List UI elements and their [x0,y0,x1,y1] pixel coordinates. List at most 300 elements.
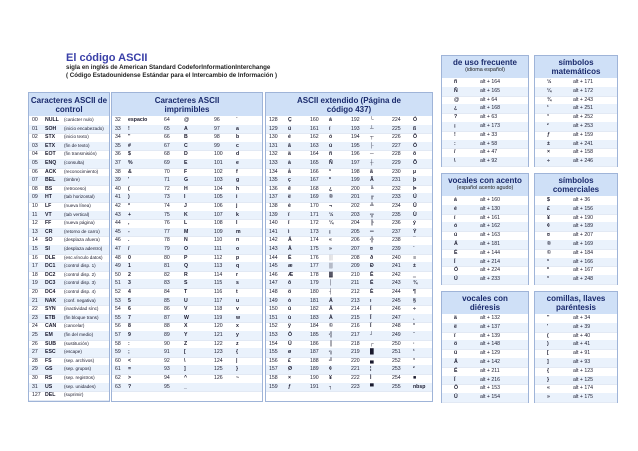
dieresis-char: Ö [454,385,459,392]
control-abbr: CR [45,228,53,235]
printable-char: L [184,220,188,227]
control-code: 06 [32,168,38,175]
dieresis-vowels-header [442,292,528,314]
printable-code: 78 [164,237,170,244]
extended-char: § [413,297,416,304]
control-characters-title: Caracteres ASCII de control [30,96,108,114]
extended-code: 190 [310,375,319,381]
math-alt-code: alt + 253 [573,123,594,129]
extended-code: 140 [269,220,278,227]
control-desc: (sep. grupos) [64,366,92,372]
control-desc: (conf. negativa) [64,297,96,303]
extended-char: ═ [370,228,374,235]
printable-code: 115 [214,280,223,287]
printable-code: 92 [164,357,170,364]
extended-char: ┼ [370,160,374,166]
printable-char: 5 [128,297,131,304]
extended-char: ≡ [413,254,417,261]
quotes-char: " [547,315,550,321]
extended-char: â [288,142,291,149]
printable-char: Q [184,263,189,270]
extended-char: È [370,289,374,295]
frequent-char: \ [454,158,456,165]
control-abbr: ETB [45,314,56,321]
printable-char: e [236,160,239,166]
commercial-alt-code: alt + 166 [573,258,594,265]
printable-char: j [236,203,238,209]
control-code: 17 [32,263,38,270]
frequent-row [442,157,528,167]
extended-code: 241 [392,263,401,270]
printable-char: + [128,211,132,218]
extended-char: ¸ [413,314,415,321]
math-char: × [547,149,551,156]
extended-code: 171 [310,211,319,218]
control-desc: (tab horizontal) [64,194,95,200]
printable-code: 89 [164,332,170,338]
extended-char: ä [288,151,291,158]
extended-code: 130 [269,134,278,141]
extended-code: 250 [392,340,401,347]
printable-char: | [236,357,238,364]
extended-char: ¿ [329,185,333,192]
extended-char: ╠ [370,220,374,227]
extended-code: 196 [351,151,360,158]
printable-char: ' [128,177,130,184]
accents-alt-code: alt + 163 [480,232,501,239]
frequent-alt-code: alt + 173 [480,123,501,129]
printable-code: 123 [214,349,223,356]
printable-char: : [128,340,130,347]
frequent-use-note: (idioma español) [465,67,505,73]
quotes-char: ) [547,341,549,348]
printable-char: . [128,237,130,244]
extended-char: Ç [288,117,292,123]
math-symbols-header [535,56,617,78]
extended-char: ¦ [370,366,372,373]
printable-char: U [184,297,188,304]
printable-char: p [236,254,240,261]
control-abbr: SUB [45,340,56,347]
quotes-char: } [547,376,550,383]
extended-code: 144 [269,254,278,261]
accents-alt-code: alt + 160 [480,197,501,203]
extended-char: ç [288,177,291,184]
printable-code: 60 [115,357,121,364]
accents-alt-code: alt + 144 [480,249,501,256]
printable-code: 49 [115,263,121,270]
control-abbr: SYN [45,306,56,313]
quotes-brackets-title: comillas, llaves paréntesis [546,294,606,312]
printable-code: 54 [115,306,121,313]
printable-code: 104 [214,185,223,192]
commercial-symbols-header [535,174,617,196]
extended-char: └ [370,117,374,123]
control-abbr: BS [45,185,53,192]
quotes-char: « [547,385,550,392]
extended-code: 218 [351,340,360,347]
extended-code: 199 [351,177,360,184]
printable-char: x [236,323,239,330]
extended-code: 143 [269,246,278,252]
dieresis-alt-code: alt + 132 [480,315,501,321]
extended-char: Ë [370,280,374,287]
control-desc: (retroceso) [64,185,87,191]
printable-char: \ [184,357,186,364]
printable-code: 101 [214,160,223,166]
extended-char: í [329,125,331,132]
extended-char: Â [329,306,333,313]
extended-char: ƒ [288,383,291,390]
extended-code: 148 [269,289,278,295]
commercial-symbols-title: símbolos comerciales [552,176,600,194]
control-abbr: ESC [45,349,56,356]
printable-code: 85 [164,297,170,304]
control-desc: (cancelar) [64,323,85,329]
printable-char: b [236,134,240,141]
control-abbr: STX [45,134,56,141]
extended-char: ë [288,194,291,201]
extended-char: ü [288,125,292,132]
printable-code: 91 [164,349,170,356]
control-abbr: VT [45,211,52,218]
extended-code: 191 [310,383,319,390]
extended-char: ╣ [329,332,333,338]
extended-code: 211 [351,280,360,287]
extended-code: 239 [392,246,401,252]
printable-char: " [128,134,131,141]
extended-char: Ö [288,332,293,338]
quotes-char: [ [547,350,549,357]
extended-char: Ý [413,228,417,235]
printable-code: 41 [115,194,121,201]
commercial-char: $ [547,197,550,203]
control-code: 24 [32,323,38,330]
frequent-alt-code: alt + 47 [480,149,498,156]
extended-code: 139 [269,211,278,218]
dieresis-alt-code: alt + 142 [480,359,501,365]
printable-char: > [128,375,132,381]
printable-code: 120 [214,323,223,330]
printable-char: k [236,211,239,218]
extended-code: 224 [392,117,401,123]
control-desc: (control disp. 4) [64,289,96,294]
quotes-alt-code: alt + 123 [573,367,594,374]
printable-char: ; [128,349,130,356]
printable-char: 6 [128,306,131,313]
extended-char: É [288,254,292,261]
extended-code: 147 [269,280,278,287]
control-code: 04 [32,151,38,158]
quotes-alt-code: alt + 41 [573,341,591,348]
extended-char: Ä [288,237,292,244]
printable-char: h [236,185,240,192]
printable-char: M [184,228,189,235]
extended-char: º [329,177,331,184]
extended-code: 243 [392,280,401,287]
printable-char: 2 [128,271,131,278]
control-code: 02 [32,134,38,141]
extended-char: ó [329,134,333,141]
extended-char: ± [413,263,416,270]
extended-char: æ [288,263,293,270]
page-subtitle-english: sigla en inglés de American Standard CodeforInformationInterchange [66,64,271,71]
printable-code: 81 [164,263,170,270]
extended-code: 176 [310,254,319,261]
dieresis-vowels-panel [441,291,529,403]
extended-code: 149 [269,297,278,304]
printable-code: 47 [115,246,121,252]
control-abbr: CAN [45,323,57,330]
printable-code: 110 [214,237,223,244]
control-desc: (carácter nulo) [64,117,94,122]
extended-char: ½ [329,211,334,218]
math-row [535,157,617,167]
extended-char: à [288,160,291,166]
extended-char: ï [288,211,290,218]
extended-code: 216 [351,323,360,330]
printable-code: 116 [214,289,223,295]
printable-code: 86 [164,306,170,313]
accented-vowels-note: (español acento agudo) [456,185,514,191]
printable-char: B [184,134,188,141]
extended-code: 251 [392,349,401,356]
math-alt-code: alt + 172 [573,87,594,94]
control-code: 27 [32,349,38,356]
extended-code: 153 [269,332,278,338]
frequent-use-header [442,56,528,78]
extended-char: ╝ [329,357,333,364]
extended-char: ¢ [329,366,332,373]
control-abbr: ETX [45,142,56,149]
printable-char: n [236,237,240,244]
control-code: 03 [32,142,38,149]
extended-code: 212 [351,289,360,295]
commercial-char: £ [547,205,550,212]
extended-ascii-title: ASCII extendido (Página de código 437) [296,96,401,114]
extended-char: ö [288,289,292,295]
printable-code: 53 [115,297,121,304]
printable-code: 74 [164,203,170,209]
extended-char: é [288,134,291,141]
control-code: 15 [32,246,38,252]
printable-characters-header [112,93,262,116]
extended-code: 134 [269,168,278,175]
frequent-alt-code: alt + 92 [480,158,498,165]
accents-char: Ú [454,276,458,283]
printable-code: 93 [164,366,170,373]
control-desc: (nueva página) [64,220,95,226]
printable-char: 3 [128,280,131,287]
extended-char: ® [329,194,333,201]
frequent-use-title: de uso frecuente [452,58,517,67]
frequent-alt-code: alt + 63 [480,114,498,121]
printable-char: , [128,220,130,227]
printable-code: 36 [115,151,121,158]
extended-code: 255 [392,383,401,390]
extended-code: 188 [310,357,319,364]
dieresis-alt-code: alt + 154 [480,394,501,401]
commercial-char: ° [547,276,550,283]
page-subtitle-spanish: ( Código Estadounidense Estándar para el Intercambio de Información ) [66,72,278,79]
extended-code: 142 [269,237,278,244]
printable-code: 96 [214,117,220,123]
printable-row [112,383,262,393]
printable-char: m [236,228,241,235]
extended-code: 220 [351,357,360,364]
extended-code: 213 [351,297,360,304]
printable-char: - [128,228,130,235]
extended-code: 178 [310,271,319,278]
dieresis-alt-code: alt + 129 [480,350,501,357]
control-abbr: GS [45,366,53,373]
extended-code: 175 [310,246,319,252]
control-desc: (nueva línea) [64,203,91,208]
extended-code: 210 [351,271,360,278]
extended-char: ð [370,254,374,261]
extended-code: 253 [392,366,401,373]
math-char: ² [547,123,549,129]
extended-char: û [288,306,292,313]
printable-char: # [128,142,131,149]
extended-char: £ [288,357,291,364]
extended-code: 252 [392,357,401,364]
extended-char: ▀ [370,383,374,390]
extended-code: 158 [269,375,278,381]
extended-char: ¼ [329,220,334,227]
extended-char: « [329,237,332,244]
extended-code: 154 [269,340,278,347]
extended-char: ‗ [413,271,416,278]
printable-code: 44 [115,220,121,227]
extended-char: ¾ [413,280,418,287]
extended-code: 170 [310,203,319,209]
accents-alt-code: alt + 162 [480,223,501,230]
extended-char: ß [413,125,417,132]
math-alt-code: alt + 171 [573,79,594,85]
accents-char: Á [454,241,458,247]
control-code: 29 [32,366,38,373]
printable-char: Z [184,340,188,347]
printable-code: 40 [115,185,121,192]
control-abbr: NAK [45,297,57,304]
printable-code: 88 [164,323,170,330]
printable-code: 103 [214,177,223,184]
control-code: 05 [32,160,38,166]
quotes-alt-code: alt + 34 [573,315,591,321]
control-code: 28 [32,357,38,364]
extended-char: × [288,375,292,381]
extended-code: 202 [351,203,360,209]
control-abbr: DC1 [45,263,56,270]
extended-code: 234 [392,203,401,209]
extended-code: 187 [310,349,319,356]
control-desc: (fin de texto) [64,142,90,148]
control-desc: (consulta) [64,160,85,165]
control-desc: (control disp. 3) [64,280,96,286]
control-abbr: ACK [45,168,57,175]
printable-characters-title: Caracteres ASCII imprimibles [154,96,220,114]
printable-char: c [236,142,239,149]
accents-char: Í [454,258,456,265]
printable-code: 62 [115,375,121,381]
extended-char: ² [413,366,415,373]
printable-code: 48 [115,254,121,261]
extended-char: Ø [288,366,293,373]
printable-char: q [236,263,240,270]
control-abbr: EOT [45,151,56,158]
commercial-alt-code: alt + 189 [573,223,594,230]
extended-char: ┬ [370,134,374,141]
control-code: 14 [32,237,38,244]
extended-code: 163 [310,142,319,149]
printable-code: 90 [164,340,170,347]
printable-code: 69 [164,160,170,166]
printable-char: 0 [128,254,131,261]
frequent-char: @ [454,96,460,103]
frequent-alt-code: alt + 58 [480,140,498,147]
printable-char: ~ [236,375,240,381]
extended-char: ° [413,323,416,330]
extended-char: nbsp [413,383,426,390]
dieresis-char: ë [454,323,457,330]
extended-code: 244 [392,289,401,295]
extended-code: 222 [351,375,360,381]
printable-char: ^ [184,375,188,381]
extended-code: 128 [269,117,278,123]
extended-code: 230 [392,168,401,175]
extended-char: ú [329,142,333,149]
control-code: 10 [32,203,38,209]
extended-char: Þ [413,185,417,192]
control-desc: (sep. archivos) [64,357,95,363]
control-desc: (tab vertical) [64,211,90,217]
printable-code: 102 [214,168,223,175]
extended-char: ¶ [413,289,416,295]
printable-code: 122 [214,340,223,347]
printable-code: 84 [164,289,170,295]
extended-char: ø [288,349,292,356]
extended-char: ╬ [370,237,374,244]
printable-code: 99 [214,142,220,149]
extended-code: 186 [310,340,319,347]
printable-char: f [236,168,238,175]
extended-char: ¨ [413,332,415,338]
printable-code: 39 [115,177,121,184]
extended-code: 246 [392,306,401,313]
printable-char: a [236,125,239,132]
extended-char: ò [288,297,292,304]
extended-char: Ð [370,263,374,270]
printable-code: 95 [164,383,170,390]
control-abbr: ENQ [45,160,57,166]
accents-alt-code: alt + 233 [480,276,501,283]
extended-char: å [288,168,291,175]
control-code: 30 [32,375,38,381]
frequent-alt-code: alt + 168 [480,105,501,112]
commercial-row [535,275,617,285]
control-desc: (inicio encabezado) [64,125,104,131]
extended-char: ┐ [329,383,333,390]
extended-char: ª [329,168,331,175]
extended-code: 183 [310,314,319,321]
extended-char: Î [370,314,372,321]
extended-code: 152 [269,323,278,330]
extended-code: 214 [351,306,360,313]
commercial-alt-code: alt + 207 [573,232,594,239]
extended-char: ┘ [370,332,374,338]
math-alt-code: alt + 243 [573,96,594,103]
